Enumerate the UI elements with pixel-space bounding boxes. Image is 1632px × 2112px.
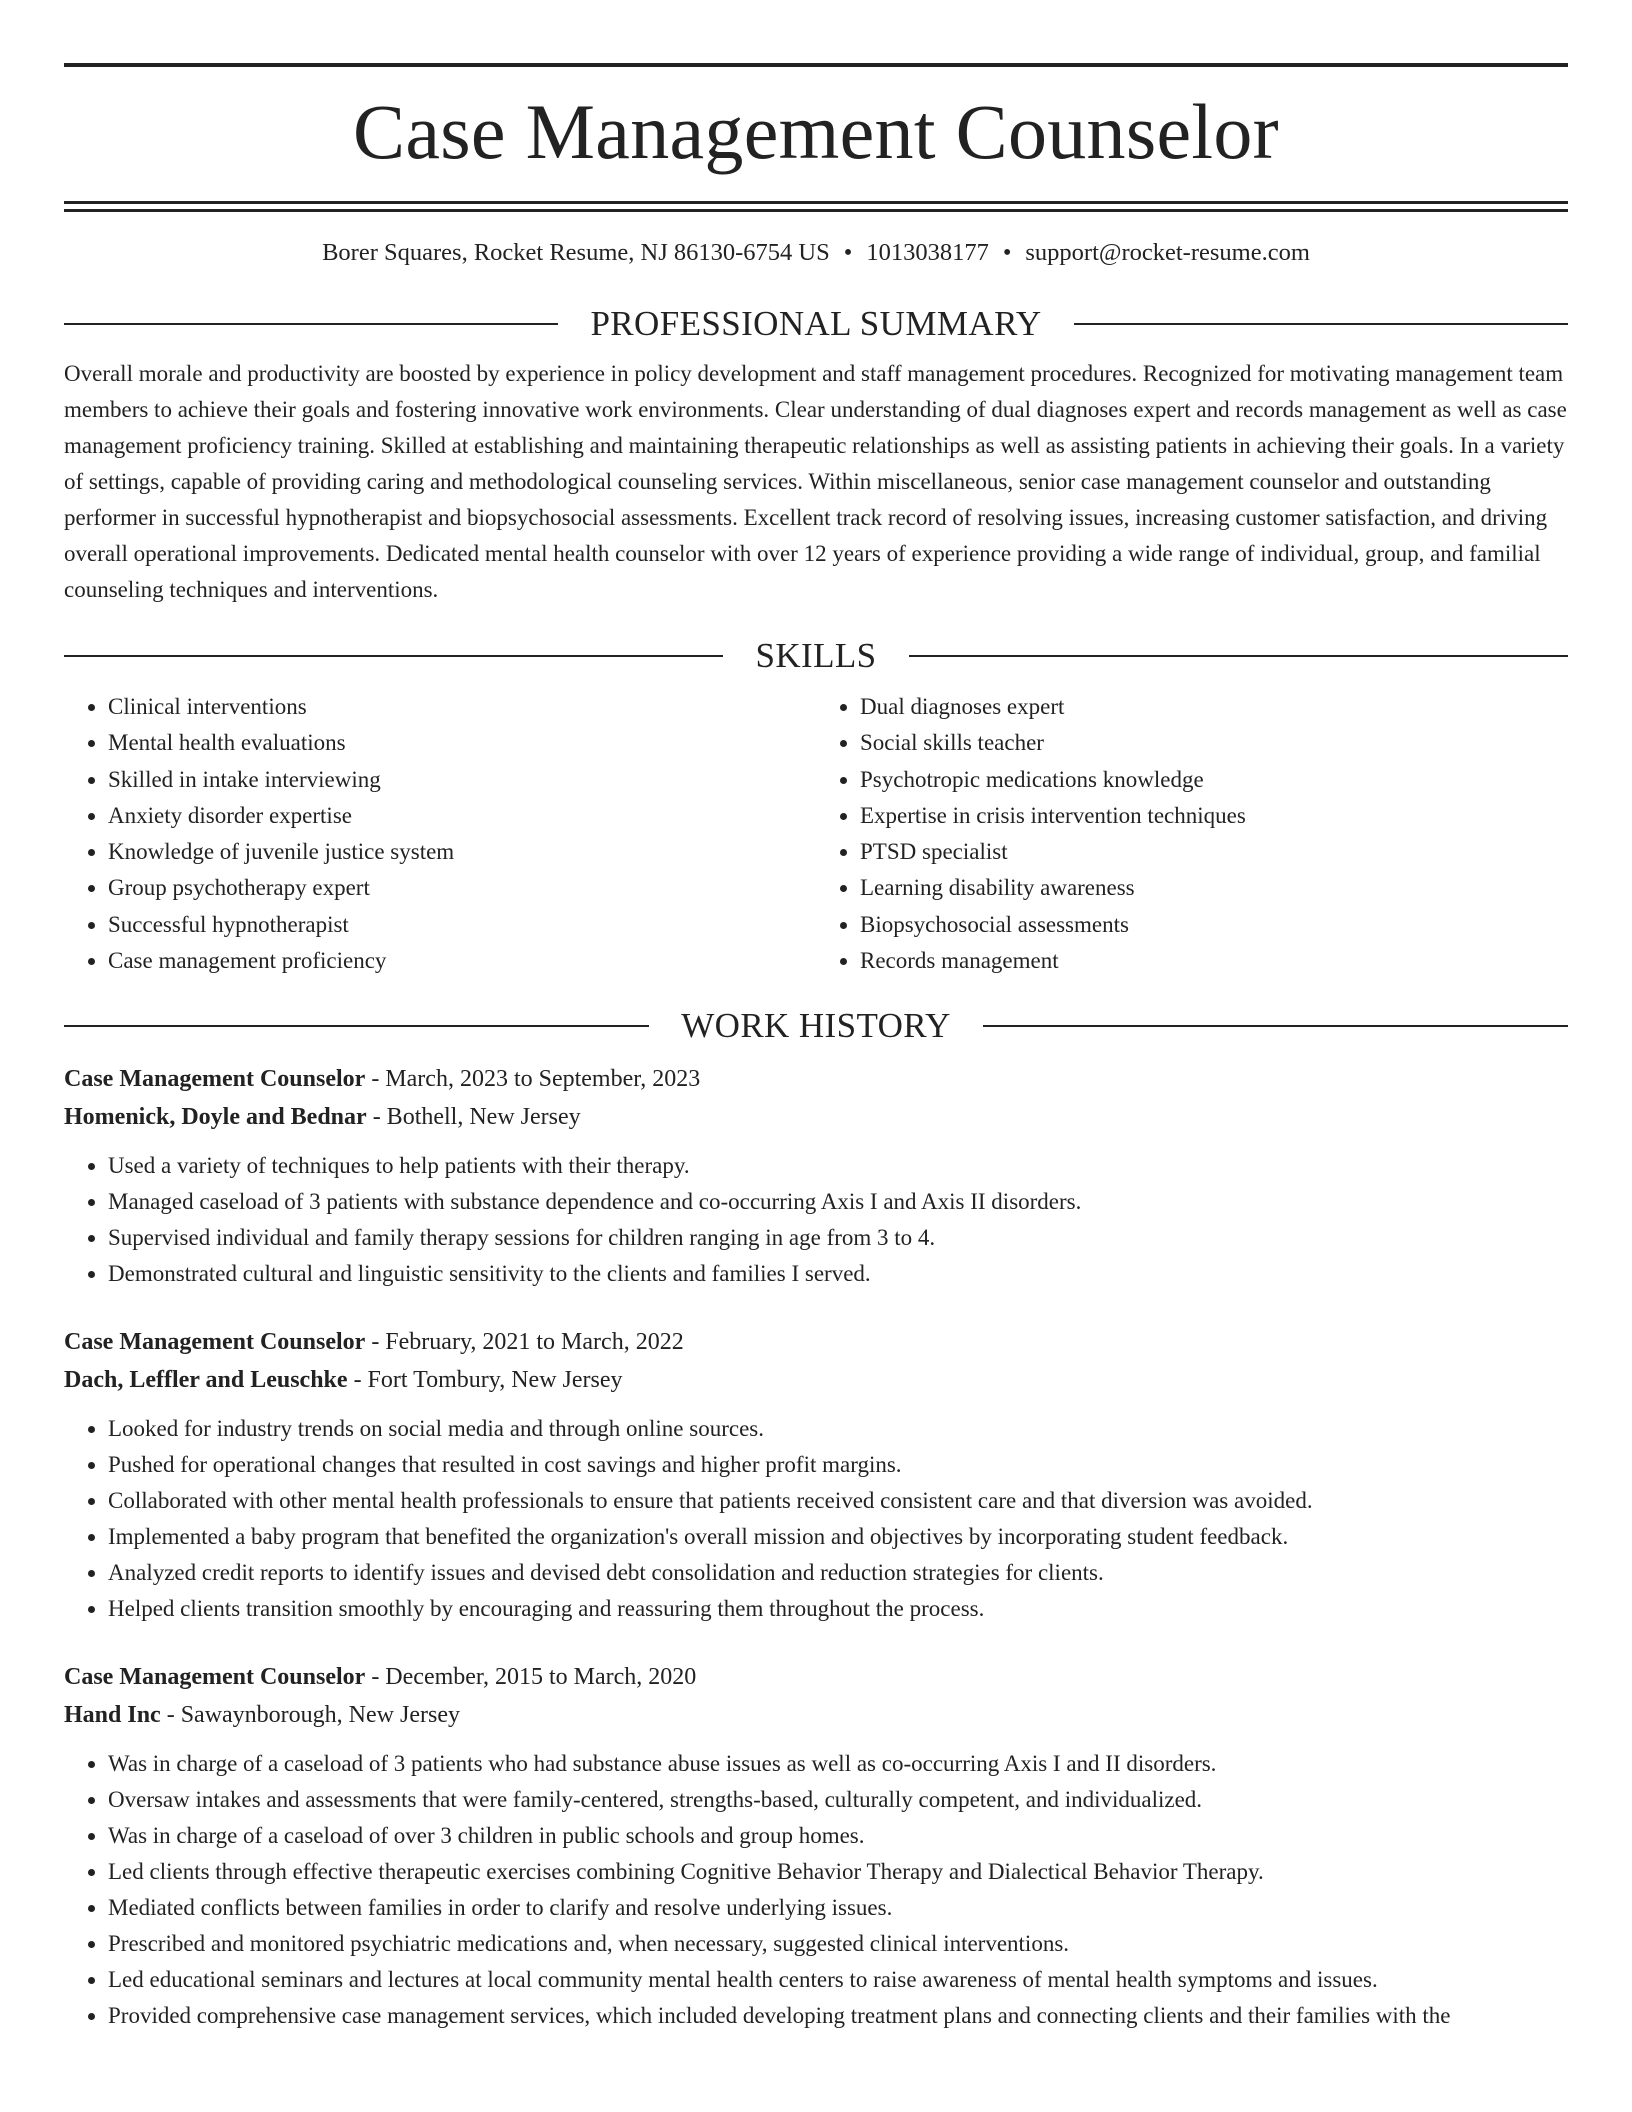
skill-item: • Skilled in intake interviewing	[108, 762, 816, 798]
work-heading: WORK HISTORY	[681, 1006, 951, 1046]
skills-column-right	[816, 689, 1568, 979]
skills-heading-row	[64, 636, 1568, 676]
job-dates: - February, 2021 to March, 2022	[365, 1329, 684, 1356]
skill-item: • Mental health evaluations	[108, 725, 816, 761]
job-company: Dach, Leffler and Leuschke	[64, 1367, 348, 1394]
resume-page	[64, 0, 1568, 2034]
summary-text: Overall morale and productivity are boosted by experience in policy development and staff management procedures. Recognized for motivating management team members to achieve their goals and fostering innovative work environments. Clear understanding of dual diagnoses expert and records management as well as case management proficiency training. Skilled at establishing and maintaining therapeutic relationships as well as assisting patients in achieving their goals. In a variety of settings, capable of providing caring and methodological counseling services. Within miscellaneous, senior case management counselor and outstanding performer in successful hypnotherapist and biopsychosocial assessments. Excellent track record of resolving issues, increasing customer satisfaction, and driving overall operational improvements. Dedicated mental health counselor with over 12 years of experience providing a wide range of individual, group, and familial counseling techniques and interventions.	[64, 361, 1567, 602]
job-bullet: • Pushed for operational changes that resulted in cost savings and higher profit margins.	[108, 1447, 1568, 1483]
resume-name: Case Management Counselor	[353, 88, 1279, 175]
job-bullet: • Helped clients transition smoothly by encouraging and reassuring them throughout the process.	[108, 1591, 1568, 1627]
double-rule	[64, 201, 1568, 212]
job-bullet: • Was in charge of a caseload of over 3 children in public schools and group homes.	[108, 1818, 1568, 1854]
job-location: - Fort Tombury, New Jersey	[347, 1367, 623, 1394]
job-company: Homenick, Doyle and Bednar	[64, 1104, 367, 1131]
heading-rule-left	[64, 655, 723, 657]
job-title-line	[64, 1060, 1568, 1098]
contact-email: support@rocket-resume.com	[1025, 239, 1310, 266]
skill-item: • Knowledge of juvenile justice system	[108, 834, 816, 870]
skill-item: • Psychotropic medications knowledge	[860, 762, 1568, 798]
job-location: - Bothell, New Jersey	[366, 1104, 581, 1131]
job-entry	[64, 1060, 1568, 1292]
job-title-line	[64, 1323, 1568, 1361]
job-bullet: • Managed caseload of 3 patients with substance dependence and co-occurring Axis I and Axis II disorders.	[108, 1184, 1568, 1220]
job-title-line	[64, 1658, 1568, 1696]
job-bullet: • Collaborated with other mental health professionals to ensure that patients received consistent care and that diversion was avoided.	[108, 1483, 1568, 1519]
contact-line	[64, 237, 1568, 269]
skill-item: • Anxiety disorder expertise	[108, 798, 816, 834]
job-entry	[64, 1323, 1568, 1627]
job-bullets	[64, 1411, 1568, 1627]
job-bullet: • Led clients through effective therapeutic exercises combining Cognitive Behavior Therapy and Dialectical Behavior Therapy.	[108, 1854, 1568, 1890]
job-bullet: • Looked for industry trends on social media and through online sources.	[108, 1411, 1568, 1447]
job-company-line	[64, 1098, 1568, 1136]
skill-item: • Successful hypnotherapist	[108, 907, 816, 943]
skills-column-left	[64, 689, 816, 979]
job-entry	[64, 1658, 1568, 2034]
contact-phone: 1013038177	[866, 239, 989, 266]
heading-rule-right	[983, 1025, 1568, 1027]
job-dates: - December, 2015 to March, 2020	[365, 1664, 697, 1691]
summary-heading: PROFESSIONAL SUMMARY	[590, 304, 1042, 343]
summary-heading-row	[64, 304, 1568, 344]
skill-item: • PTSD specialist	[860, 834, 1568, 870]
job-bullet: • Led educational seminars and lectures at local community mental health centers to raise awareness of mental health symptoms and issues.	[108, 1962, 1568, 1998]
job-bullet: • Used a variety of techniques to help patients with their therapy.	[108, 1148, 1568, 1184]
job-bullet: • Mediated conflicts between families in order to clarify and resolve underlying issues.	[108, 1890, 1568, 1926]
job-bullet: • Oversaw intakes and assessments that were family-centered, strengths-based, culturally competent, and individualized.	[108, 1782, 1568, 1818]
job-bullet: • Demonstrated cultural and linguistic sensitivity to the clients and families I served.	[108, 1256, 1568, 1292]
skill-item: • Biopsychosocial assessments	[860, 907, 1568, 943]
job-location: - Sawaynborough, New Jersey	[160, 1702, 460, 1729]
job-bullet: • Supervised individual and family therapy sessions for children ranging in age from 3 to 4.	[108, 1220, 1568, 1256]
skill-item: • Case management proficiency	[108, 943, 816, 979]
job-bullets	[64, 1148, 1568, 1292]
skill-item: • Dual diagnoses expert	[860, 689, 1568, 725]
job-dates: - March, 2023 to September, 2023	[365, 1066, 701, 1093]
heading-rule-left	[64, 1025, 649, 1027]
job-title: Case Management Counselor	[64, 1664, 366, 1691]
skills-list	[64, 689, 1568, 979]
job-title: Case Management Counselor	[64, 1329, 366, 1356]
job-bullet: • Provided comprehensive case management services, which included developing treatment plans and connecting clients and their families with the	[108, 1998, 1568, 2034]
contact-separator: •	[843, 239, 853, 266]
job-bullet: • Analyzed credit reports to identify issues and devised debt consolidation and reduction strategies for clients.	[108, 1555, 1568, 1591]
skill-item: • Group psychotherapy expert	[108, 870, 816, 906]
contact-address: Borer Squares, Rocket Resume, NJ 86130-6754 US	[322, 239, 830, 266]
skill-item: • Records management	[860, 943, 1568, 979]
job-bullet: • Implemented a baby program that benefited the organization's overall mission and objectives by incorporating student feedback.	[108, 1519, 1568, 1555]
skill-item: • Learning disability awareness	[860, 870, 1568, 906]
job-bullet: • Prescribed and monitored psychiatric medications and, when necessary, suggested clinical interventions.	[108, 1926, 1568, 1962]
job-title: Case Management Counselor	[64, 1066, 366, 1093]
heading-rule-right	[909, 655, 1568, 657]
heading-rule-right	[1074, 323, 1568, 325]
job-company: Hand Inc	[64, 1702, 161, 1729]
heading-rule-left	[64, 323, 558, 325]
skill-item: • Social skills teacher	[860, 725, 1568, 761]
job-bullets	[64, 1746, 1568, 2034]
skills-heading: SKILLS	[755, 636, 877, 675]
work-heading-row	[64, 1006, 1568, 1046]
contact-separator: •	[1002, 239, 1012, 266]
skill-item: • Expertise in crisis intervention techniques	[860, 798, 1568, 834]
skill-item: • Clinical interventions	[108, 689, 816, 725]
top-rule	[64, 63, 1568, 67]
job-company-line	[64, 1361, 1568, 1399]
job-bullet: • Was in charge of a caseload of 3 patients who had substance abuse issues as well as co-occurring Axis I and II disorders.	[108, 1746, 1568, 1782]
job-company-line	[64, 1696, 1568, 1734]
